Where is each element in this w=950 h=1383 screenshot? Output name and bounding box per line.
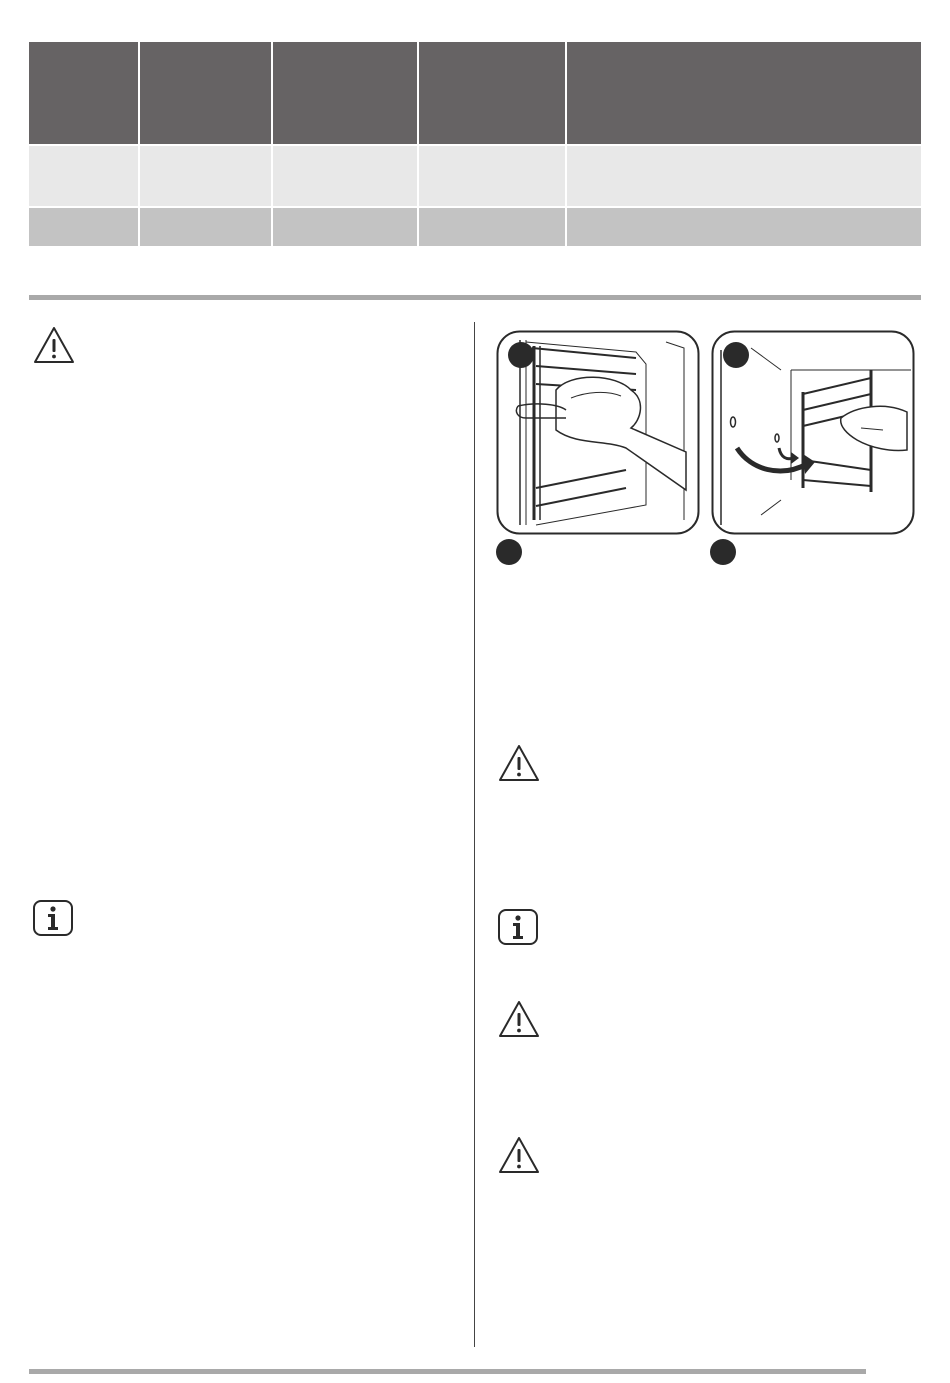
table-cell [273, 146, 417, 206]
footer-divider [29, 1369, 866, 1374]
step-marker-a-bottom [496, 539, 522, 565]
warning-icon [497, 999, 541, 1039]
table-cell [29, 146, 138, 206]
step-marker-a-top [508, 342, 534, 368]
table-header-cell [273, 42, 417, 144]
table-cell [567, 146, 921, 206]
step-marker-b-top [723, 342, 749, 368]
info-icon [497, 908, 539, 946]
section-divider [29, 295, 921, 300]
table-cell [273, 208, 417, 246]
info-icon [32, 899, 74, 937]
warning-icon [497, 1135, 541, 1175]
warning-icon [32, 325, 76, 365]
table-header-cell [29, 42, 138, 144]
table-cell [419, 146, 565, 206]
warning-icon [497, 743, 541, 783]
table-cell [419, 208, 565, 246]
table-header-cell [567, 42, 921, 144]
table-cell [140, 146, 271, 206]
table-cell [567, 208, 921, 246]
step-marker-b-bottom [710, 539, 736, 565]
table-header-cell [419, 42, 565, 144]
table-cell [29, 208, 138, 246]
table-cell [140, 208, 271, 246]
column-divider [474, 322, 475, 1347]
table-header-cell [140, 42, 271, 144]
